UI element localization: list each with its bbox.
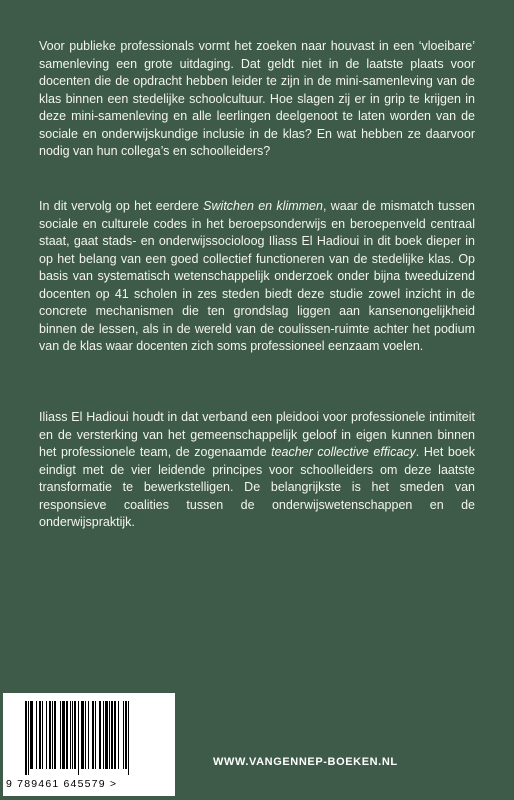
barcode-bar [88,701,89,769]
book-title-switchen-en-klimmen: Switchen en klimmen [203,199,323,213]
barcode-bar [81,701,84,769]
barcode-bar [99,701,101,769]
blurb-paragraph-1 [39,38,475,161]
barcode-bar [72,701,73,769]
barcode-bar [54,701,56,769]
paragraph-2-start: In dit vervolg op het eerdere [39,199,204,213]
barcode-bar [78,701,79,775]
barcode-bar [103,701,104,769]
isbn-number: 9 789461 645579 > [6,778,118,790]
barcode-bar [85,701,86,769]
barcode-bar [52,701,53,769]
barcode-bar [74,701,76,769]
barcode-bar [70,701,71,769]
isbn-barcode [3,693,175,796]
paragraph-3-start: Iliass El Hadioui houdt in dat verband een pleidooi voor professionele intimiteit en de versterking van het gemeenschappelijk geloof in eigen kunnen binnen het professionele team, de zogenaamde [39,410,475,459]
paragraph-1-text: Voor publieke professionals vormt het zoeken naar houvast in een ‘vloeibare’ samenleving een grote uitdaging. Dat geldt niet in de laatste plaats voor docenten die de opdracht hebben leider te zijn in de mini-samenleving van de klas binnen een stedelijke schoolcultuur. Hoe slagen zij er in grip te krijgen in deze mini-samenleving en alle leerlingen deelgenoot te laten worden van de sociale en onderwijskundige inclusie in de klas? En wat hebben ze daarvoor nodig van hun collega’s en schoolleiders? [39,39,475,158]
barcode-bar [123,701,124,769]
barcode-bar [30,701,33,769]
barcode-bar [92,701,94,769]
publisher-website: WWW.VANGENNEP-BOEKEN.NL [213,756,398,768]
barcode-bar [36,701,37,769]
barcode-bar [62,701,65,769]
barcode-bar [46,701,47,769]
barcode-bar [128,701,129,775]
barcode-bar [66,701,68,769]
barcode-bar [42,701,43,769]
term-teacher-collective-efficacy: teacher collective efficacy [271,445,416,459]
barcode-bar [125,701,127,769]
blurb-paragraph-2 [39,198,475,356]
barcode-bars [25,701,155,769]
barcode-bar [49,701,51,769]
barcode-bar [111,701,113,769]
barcode-bar [109,701,110,769]
barcode-bar [114,701,116,769]
barcode-bar [39,701,41,769]
barcode-bar [25,701,27,775]
barcode-bar [95,701,96,769]
paragraph-3-end: . Het boek eindigt met de vier leidende principes voor schoolleiders om deze laatste transformatie te bewerkstelligen. De belangrijkste is het smeden van responsieve coalities tussen de onderwijswetenschappen en de onderwijspraktijk. [39,445,475,529]
blurb-paragraph-3 [39,409,475,532]
barcode-bar [60,701,61,769]
barcode-bar [28,701,29,775]
barcode-bar [105,701,108,769]
barcode-bar [118,701,119,769]
paragraph-2-end: , waar de mismatch tussen sociale en culturele codes in het beroepsonderwijs en beroepenveld centraal staat, gaat stads- en onderwijssocioloog Iliass El Hadioui in dit boek dieper in op het belang van een goed collectief functioneren van de stedelijke klas. Op basis van systematisch wetenschappelijk onderzoek onder bijna tweeduizend docenten op 41 scholen in zes steden biedt deze studie zowel inzicht in de concrete mechanismen die ten grondslag liggen aan kansenongelijkheid binnen de lessen, als in de wereld van de coulissen-ruimte achter het podium van de klas waar docenten zich soms professioneel eenzaam voelen. [39,199,476,353]
